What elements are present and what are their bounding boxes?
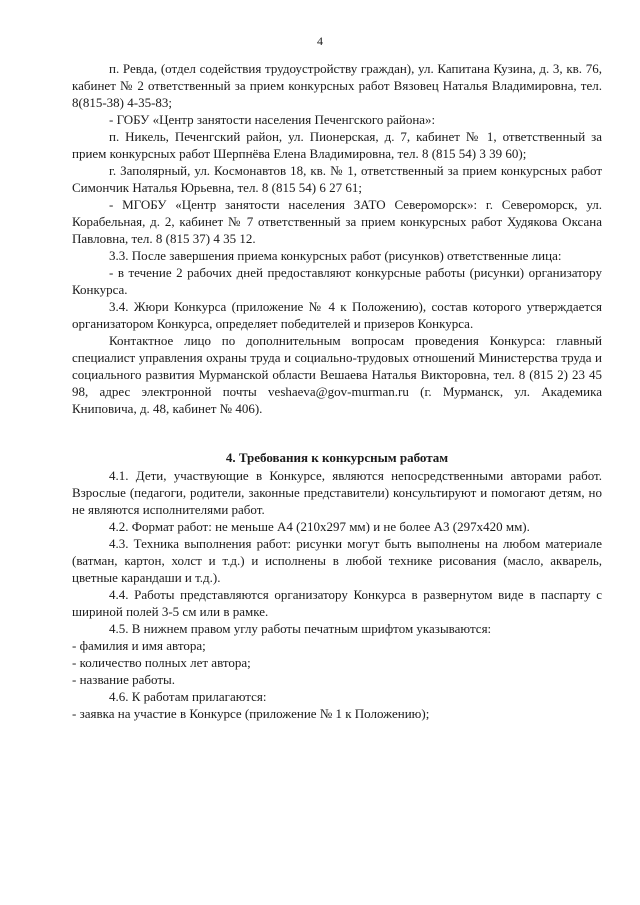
paragraph-nikel: п. Никель, Печенгский район, ул. Пионерская, д. 7, кабинет № 1, ответственный за прием конкурсных работ Шерпнёва Елена Владимировна, тел. 8 (815 54) 3 39 60); bbox=[72, 129, 602, 161]
list-item-work-title: - название работы. bbox=[72, 672, 175, 687]
list-item-author-age: - количество полных лет автора; bbox=[72, 655, 251, 670]
paragraph-contact: Контактное лицо по дополнительным вопросам проведения Конкурса: главный специалист управления охраны труда и социально-трудовых отношений Министерства труда и социального развития Мурманской области Вешаева Наталья Викторовна, тел. 8 (815 2) 23 45 98, адрес электронной почты veshaeva@gov-murman.ru (г. Мурманск, ул. Академика Книповича, д. 48, кабинет № 406). bbox=[72, 333, 602, 416]
paragraph-3-3: 3.3. После завершения приема конкурсных работ (рисунков) ответственные лица: bbox=[109, 248, 562, 263]
list-item-author-name: - фамилия и имя автора; bbox=[72, 638, 206, 653]
paragraph-zapolyarny: г. Заполярный, ул. Космонавтов 18, кв. № 1, ответственный за прием конкурсных работ Симончик Наталья Юрьевна, тел. 8 (815 54) 6 27 61; bbox=[72, 163, 602, 195]
paragraph-severomorsk: - МГОБУ «Центр занятости населения ЗАТО Североморск»: г. Североморск, ул. Корабельная, д. 2, кабинет № 7 ответственный за прием конкурсных работ Худякова Оксана Павловна, тел. 8 (815 37) 4 35 12. bbox=[72, 197, 602, 246]
paragraph-4-5: 4.5. В нижнем правом углу работы печатным шрифтом указываются: bbox=[109, 621, 492, 636]
list-item-application: - заявка на участие в Конкурсе (приложение № 1 к Положению); bbox=[72, 706, 430, 721]
paragraph-revda: п. Ревда, (отдел содействия трудоустройству граждан), ул. Капитана Кузина, д. 3, кв. 76, кабинет № 2 ответственный за прием конкурсных работ Вязовец Наталья Владимировна, тел. 8(815-38) 4-35-83; bbox=[72, 61, 602, 110]
paragraph-4-2: 4.2. Формат работ: не меньше А4 (210х297 мм) и не более А3 (297х420 мм). bbox=[109, 519, 530, 534]
paragraph-3-4: 3.4. Жюри Конкурса (приложение № 4 к Положению), состав которого утверждается организатором Конкурса, определяет победителей и призеров Конкурса. bbox=[72, 299, 602, 331]
section-gap bbox=[72, 417, 602, 447]
paragraph-4-6: 4.6. К работам прилагаются: bbox=[109, 689, 267, 704]
page-number: 4 bbox=[317, 34, 323, 48]
paragraph-3-3-item: - в течение 2 рабочих дней предоставляют конкурсные работы (рисунки) организатору Конкурса. bbox=[72, 265, 602, 297]
paragraph-4-1: 4.1. Дети, участвующие в Конкурсе, являются непосредственными авторами работ. Взрослые (педагоги, родители, законные представители) консультируют и помогают детям, но не являются исполнителями работ. bbox=[72, 468, 602, 517]
paragraph-4-4: 4.4. Работы представляются организатору Конкурса в развернутом виде в паспарту с шириной полей 3-5 см или в рамке. bbox=[72, 587, 602, 619]
section-heading: 4. Требования к конкурсным работам bbox=[225, 450, 449, 465]
paragraph-pechenga-center: - ГОБУ «Центр занятости населения Печенгского района»: bbox=[109, 112, 436, 127]
paragraph-4-3: 4.3. Техника выполнения работ: рисунки могут быть выполнены на любом материале (ватман, картон, холст и т.д.) и исполнены в любой технике рисования (масло, акварель, цветные карандаши и т.д.). bbox=[72, 536, 602, 585]
document-body bbox=[72, 60, 602, 722]
